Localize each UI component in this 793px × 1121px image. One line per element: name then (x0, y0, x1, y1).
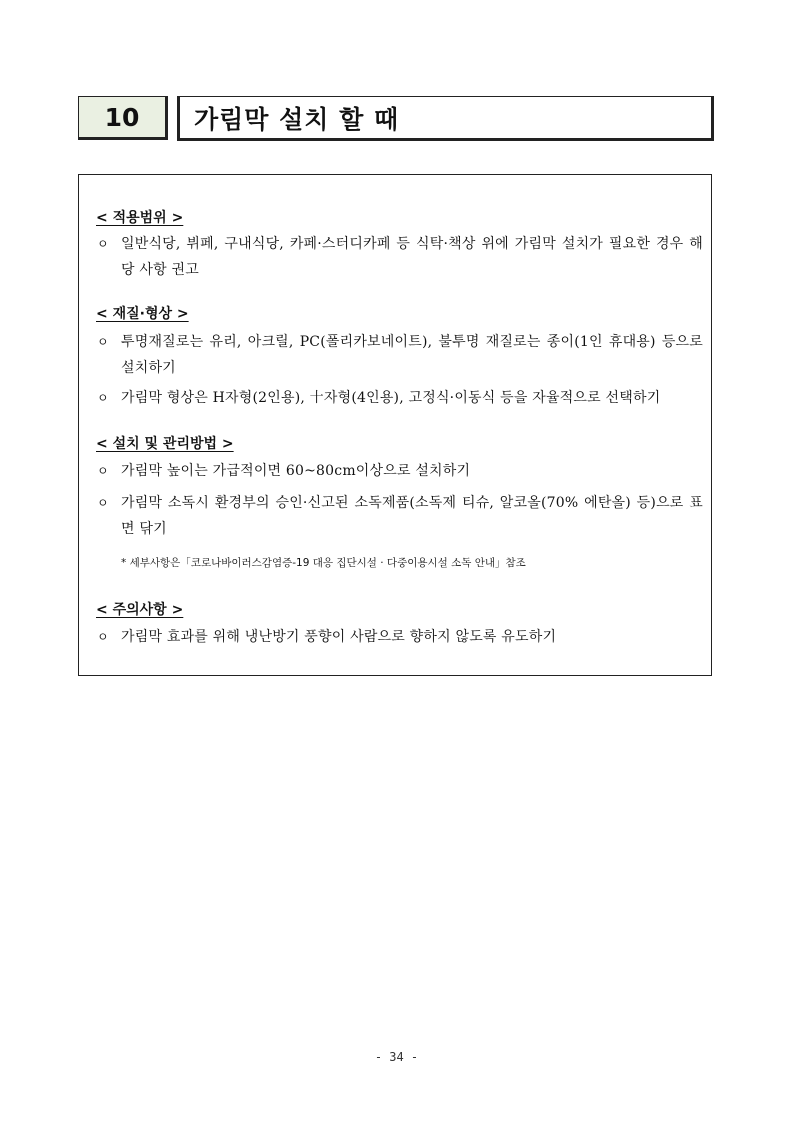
caution-heading: < 주의사항 > (96, 602, 184, 618)
bullet-text: 가림막 형상은 H자형(2인용), 十자형(4인용), 고정식·이동식 등을 자율적으로 선택하기 (121, 390, 661, 406)
bullet-marker: ㅇ (97, 335, 109, 349)
list-item (97, 458, 703, 484)
list-item (97, 624, 703, 650)
bullet-text: 일반식당, 뷔페, 구내식당, 카페·스터디카페 등 식탁·책상 위에 가림막 설치가 필요한 경우 해당 사항 권고 (121, 236, 703, 278)
bullet-text: 가림막 소독시 환경부의 승인·신고된 소독제품(소독제 티슈, 알코올(70% 에탄올) 등)으로 표면 닦기 (121, 495, 703, 537)
section-number: 10 (78, 96, 168, 140)
section-header (78, 96, 714, 142)
list-item (97, 231, 703, 283)
bullet-marker: ㅇ (97, 496, 109, 510)
reference-note: * 세부사항은「코로나바이러스감염증-19 대응 집단시설 · 다중이용시설 소독 안내」참조 (121, 557, 526, 569)
bullet-text: 투명재질로는 유리, 아크릴, PC(폴리카보네이트), 불투명 재질로는 종이(1인 휴대용) 등으로 설치하기 (121, 334, 703, 376)
list-item (97, 490, 703, 542)
list-item (97, 329, 703, 381)
install-manage-heading: < 설치 및 관리방법 > (96, 436, 234, 452)
bullet-text: 가림막 높이는 가급적이면 60~80cm이상으로 설치하기 (121, 463, 471, 479)
content-box (78, 174, 712, 676)
bullet-marker: ㅇ (97, 464, 109, 478)
bullet-text: 가림막 효과를 위해 냉난방기 풍향이 사람으로 향하지 않도록 유도하기 (121, 629, 557, 645)
section-title: 가림막 설치 할 때 (177, 96, 714, 141)
material-shape-heading: < 재질·형상 > (96, 306, 189, 322)
page-number: - 34 - (374, 1050, 419, 1064)
list-item (97, 385, 703, 411)
bullet-marker: ㅇ (97, 630, 109, 644)
bullet-marker: ㅇ (97, 237, 109, 251)
scope-heading: < 적용범위 > (96, 210, 184, 226)
bullet-marker: ㅇ (97, 391, 109, 405)
